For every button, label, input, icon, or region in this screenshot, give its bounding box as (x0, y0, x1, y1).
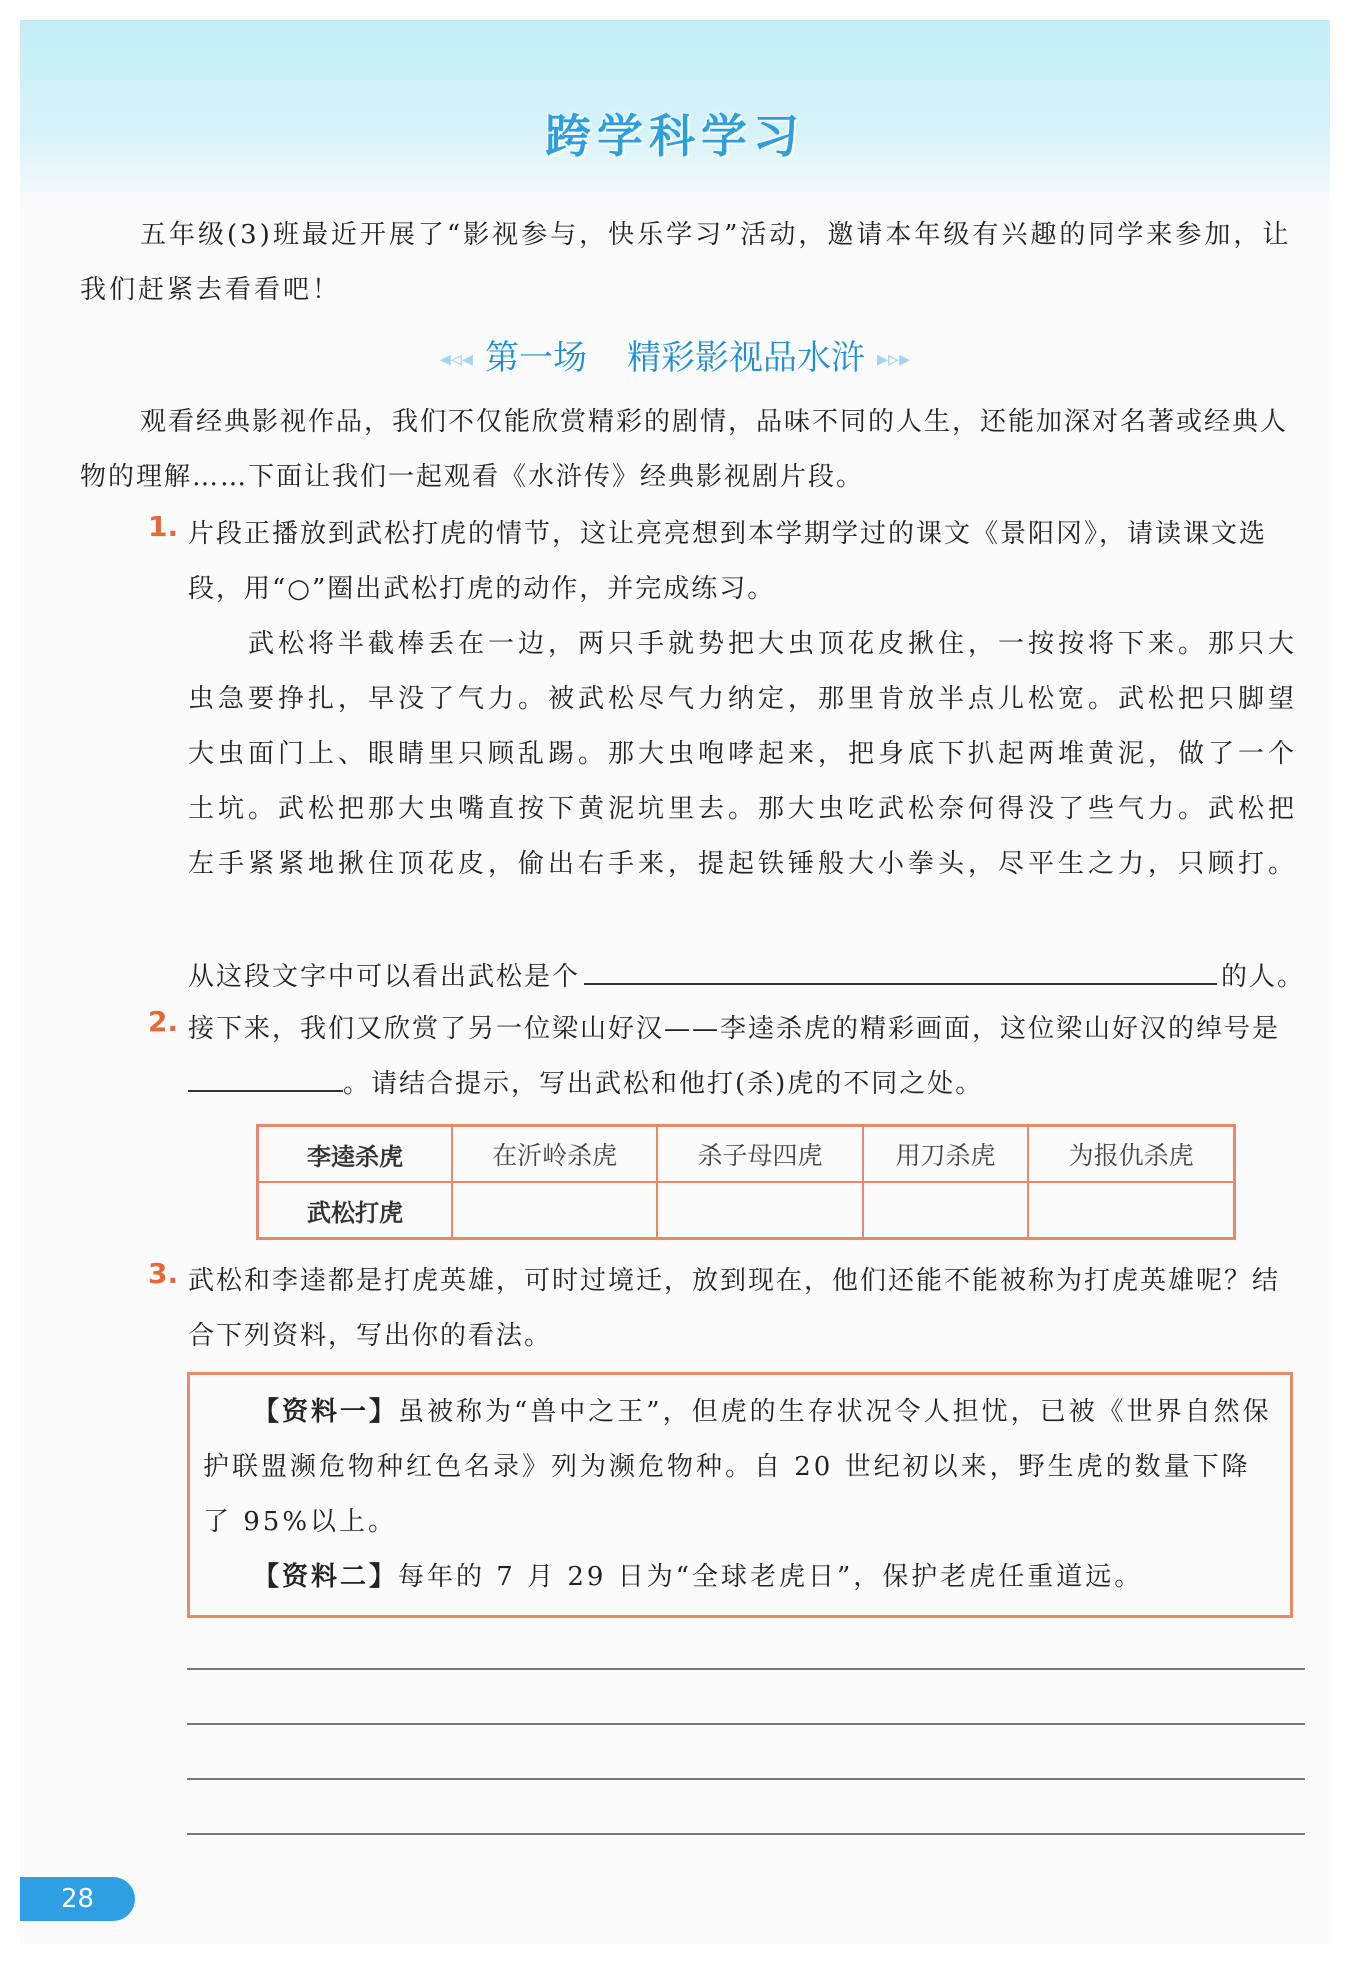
nickname-blank[interactable] (188, 1060, 343, 1092)
question-3-number: 3. (148, 1257, 179, 1290)
question-1-text: 片段正播放到武松打虎的情节，这让亮亮想到本学期学过的课文《景阳冈》，请读课文选段，用“○”圈出武松打虎的动作，并完成练习。 (188, 519, 1268, 604)
page-title: 跨学科学习 (545, 109, 805, 163)
passage-text: 武松将半截棒丢在一边，两只手就势把大虫顶花皮揪住，一按按将下来。那只大虫急要挣扎，早没了气力。被武松尽气力纳定，那里肯放半点儿松宽。武松把只脚望大虫面门上、眼睛里只顾乱踢。那大虫咆哮起来，把身底下扒起两堆黄泥，做了一个土坑。武松把那大虫嘴直按下黄泥坑里去。那大虫吃武松奈何得没了些气力。武松把左手紧紧地揪住顶花皮，偷出右手来，提起铁锤般大小拳头，尽平生之力，只顾打。 (188, 629, 1299, 879)
answer-line[interactable] (187, 1668, 1305, 1670)
resource-2-tag: 【资料二】 (253, 1562, 399, 1592)
fill-suffix: 的人。 (1220, 962, 1305, 992)
question-2-number: 2. (148, 1005, 179, 1038)
table-row (258, 1126, 1235, 1183)
fill-prefix: 从这段文字中可以看出武松是个 (188, 962, 581, 992)
table-row (258, 1182, 1235, 1239)
answer-cell[interactable] (452, 1182, 657, 1239)
comparison-table (256, 1124, 1236, 1240)
row-header-wusong: 武松打虎 (258, 1182, 453, 1239)
section-name: 精彩影视品水浒 (627, 338, 865, 378)
table-cell: 用刀杀虎 (863, 1126, 1029, 1183)
table-cell: 为报仇杀虎 (1028, 1126, 1234, 1183)
table-cell: 在沂岭杀虎 (452, 1126, 657, 1183)
resource-1-tag: 【资料一】 (253, 1397, 399, 1427)
answer-cell[interactable] (863, 1182, 1029, 1239)
answer-line[interactable] (187, 1723, 1305, 1725)
question-2-text-after: 。请结合提示，写出武松和他打(杀)虎的不同之处。 (343, 1069, 984, 1099)
row-header-likui: 李逵杀虎 (258, 1126, 453, 1183)
page-number: 28 (20, 1877, 135, 1921)
intro-paragraph: 五年级(3)班最近开展了“影视参与，快乐学习”活动，邀请本年级有兴趣的同学来参加，让我们赶紧去看看吧！ (80, 220, 1292, 305)
resource-box (187, 1372, 1293, 1618)
question-1-number: 1. (148, 510, 179, 543)
lead-paragraph: 观看经典影视作品，我们不仅能欣赏精彩的剧情，品味不同的人生，还能加深对名著或经典人物的理解……下面让我们一起观看《水浒传》经典影视剧片段。 (80, 407, 1289, 492)
question-2-text-before: 接下来，我们又欣赏了另一位梁山好汉——李逵杀虎的精彩画面，这位梁山好汉的绰号是 (188, 1014, 1281, 1044)
question-2-text (188, 1002, 1305, 1112)
resource-1-text: 虽被称为“兽中之王”，但虎的生存状况令人担忧，已被《世界自然保护联盟濒危物种红色名录》列为濒危物种。自 20 世纪初以来，野生虎的数量下降了 95%以上。 (203, 1397, 1272, 1537)
section-heading (0, 330, 1350, 379)
answer-line[interactable] (187, 1778, 1305, 1780)
answer-line[interactable] (187, 1833, 1305, 1835)
table-cell: 杀子母四虎 (657, 1126, 862, 1183)
question-1-fill (188, 947, 1305, 1005)
resource-2 (203, 1550, 1273, 1605)
resource-1 (203, 1385, 1273, 1550)
answer-blank[interactable] (584, 947, 1217, 985)
section-part: 第一场 (485, 338, 587, 378)
resource-2-text: 每年的 7 月 29 日为“全球老虎日”，保护老虎任重道远。 (398, 1562, 1144, 1592)
answer-cell[interactable] (1028, 1182, 1234, 1239)
right-arrows-icon: ▸▹▸ (877, 347, 911, 372)
answer-cell[interactable] (657, 1182, 862, 1239)
question-3-text: 武松和李逵都是打虎英雄，可时过境迁，放到现在，他们还能不能被称为打虎英雄呢？结合下列资料，写出你的看法。 (188, 1266, 1281, 1351)
left-arrows-icon: ◂◃◂ (439, 347, 473, 372)
